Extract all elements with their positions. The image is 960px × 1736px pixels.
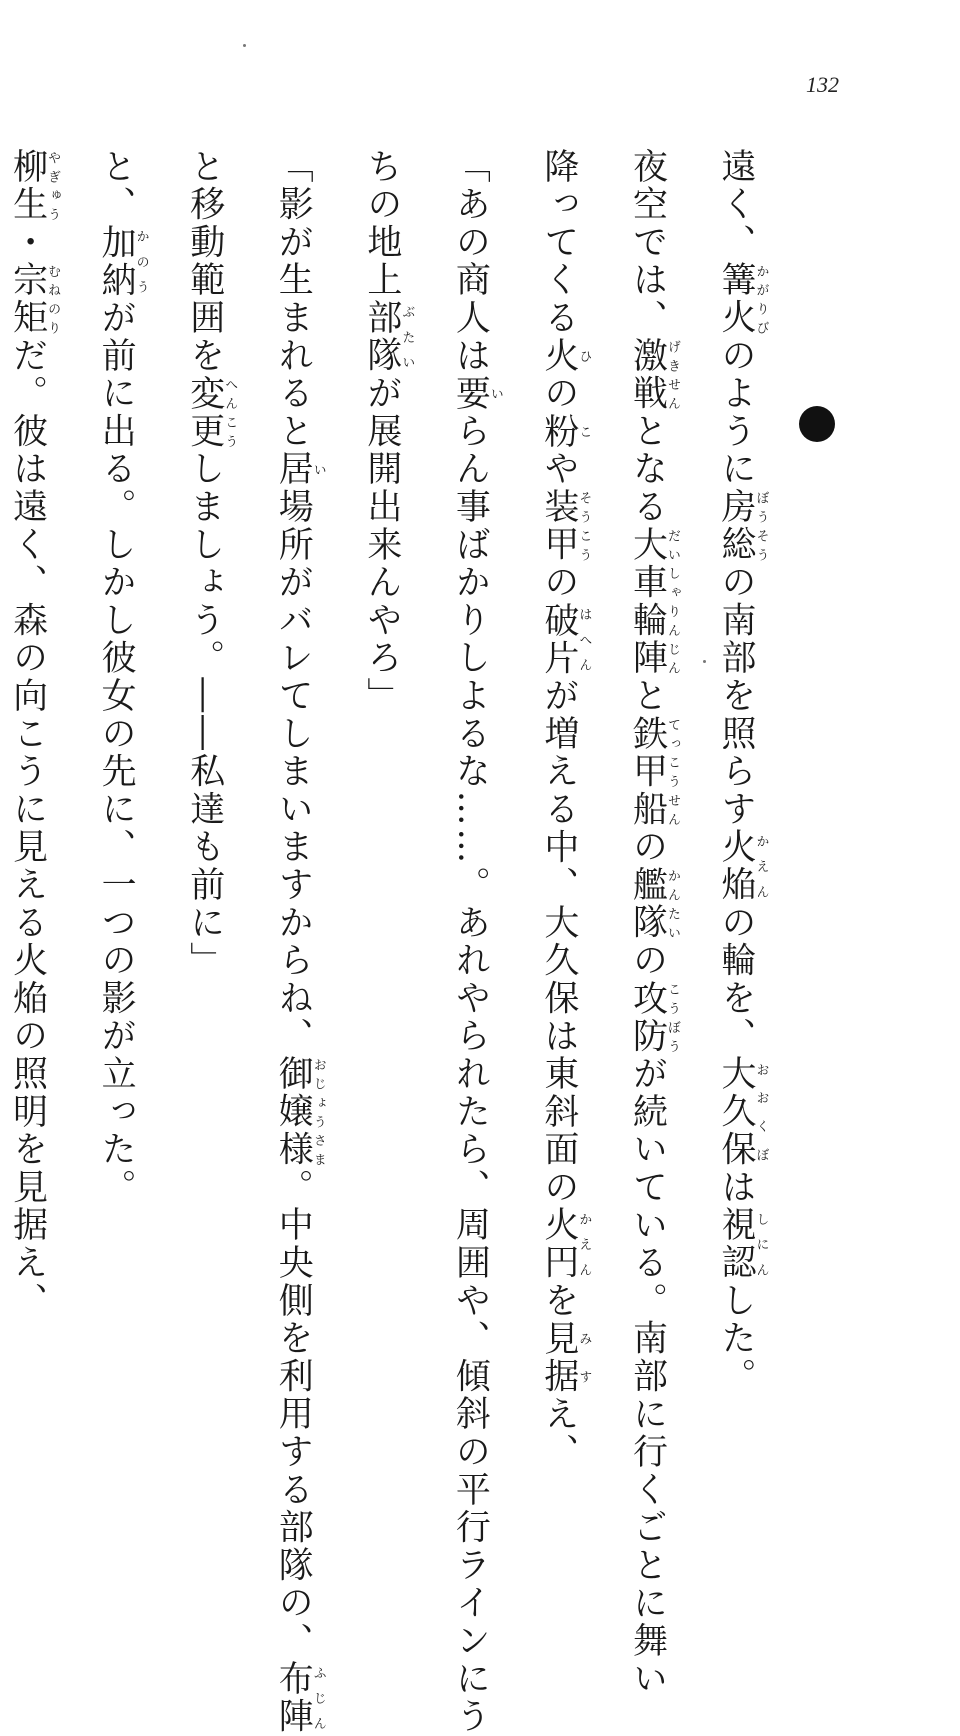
ruby-word: 大久保おおくぼ: [716, 1055, 769, 1169]
ruby-reading: そうこう: [576, 488, 592, 564]
page-number: 132: [806, 72, 839, 97]
ruby-word: 鉄甲船てっこうせん: [627, 715, 680, 829]
text-line: 遠く、篝火かがりびのように房総ぼうそうの南部を照らす火焔かえんの輪を、大久保おおくぼは視認しにんした。: [716, 148, 769, 1396]
ruby-word: 篝火かがりび: [716, 261, 769, 338]
text-line: 夜空では、激戦げきせんとなる大車輪陣だいしゃりんじんと鉄甲船てっこうせんの艦隊かんたいの攻防こうぼうが続いている。南部に行くごとに舞い: [627, 148, 680, 1698]
text-line: 「影が生まれると居い場所がバレてしまいますからね、御嬢様おじょうさま。中央側を利用する部隊の、布陣ふじん: [273, 148, 326, 1736]
dot-mark: [799, 406, 835, 442]
ruby-reading: みす: [576, 1319, 592, 1396]
body-text: [0, 148, 780, 1736]
ruby-reading: はへん: [576, 601, 592, 678]
ruby-word: 房総ぼうそう: [716, 488, 769, 564]
ruby-reading: げきせん: [664, 337, 680, 413]
ruby-reading: い: [487, 374, 503, 413]
text-line: と移動範囲を変更へんこうしましょう。――私達も前に」: [184, 148, 238, 980]
ruby-word: 変更へんこう: [184, 374, 238, 451]
ruby-reading: むねのり: [45, 261, 61, 338]
ruby-reading: かがりび: [753, 261, 769, 337]
ruby-reading: かえん: [753, 828, 769, 905]
text-line: 「あの商人は要いらん事ばかりしよるな……。あれやられたら、周囲や、傾斜の平行ラインにう: [450, 148, 503, 1736]
ruby-word: 攻防こうぼう: [627, 979, 680, 1056]
ruby-reading: こ: [576, 412, 592, 451]
text-line: と、加納かのうが前に出る。しかし彼女の先に、一つの影が立った。: [96, 148, 149, 1207]
ruby-reading: だいしゃりんじん: [664, 526, 680, 678]
ruby-reading: てっこうせん: [664, 715, 680, 829]
ruby-word: 破片はへん: [538, 601, 592, 678]
ruby-reading: おおくぼ: [753, 1055, 769, 1169]
ruby-reading: やぎゅう: [45, 148, 61, 224]
text-line: 降ってくる火ひの粉こや装甲そうこうの破片はへんが増える中、大久保は東斜面の火円かえんを見据みすえ、: [538, 148, 592, 1472]
ruby-reading: へんこう: [222, 374, 238, 451]
ruby-word: 火円かえん: [538, 1206, 592, 1283]
paper-speck: [243, 44, 246, 47]
ruby-word: 火ひ: [538, 337, 592, 375]
ruby-word: 激戦げきせん: [627, 337, 680, 413]
ruby-reading: かえん: [576, 1206, 592, 1283]
ruby-reading: ひ: [576, 337, 592, 375]
ruby-word: 粉こ: [538, 412, 592, 451]
ruby-word: 大車輪陣だいしゃりんじん: [627, 526, 680, 678]
ruby-word: 柳生やぎゅう: [7, 148, 61, 224]
ruby-reading: ぶたい: [399, 299, 415, 375]
ruby-word: 宗矩むねのり: [7, 261, 61, 338]
ruby-word: 居い: [273, 450, 326, 489]
ruby-reading: ふじん: [310, 1660, 326, 1736]
text-line: ちの地上部隊ぶたいが展開出来んやろ」: [361, 148, 415, 716]
ruby-word: 艦隊かんたい: [627, 866, 680, 942]
ruby-reading: かんたい: [664, 866, 680, 942]
ruby-reading: おじょうさま: [310, 1055, 326, 1169]
ruby-word: 火焔かえん: [716, 828, 769, 905]
ruby-reading: かのう: [133, 223, 149, 300]
ruby-word: 加納かのう: [96, 223, 149, 300]
ruby-word: 要い: [450, 374, 503, 413]
ruby-reading: しにん: [753, 1206, 769, 1283]
ruby-word: 装甲そうこう: [538, 488, 592, 564]
ruby-word: 布陣ふじん: [273, 1660, 326, 1736]
ruby-reading: ぼうそう: [753, 488, 769, 564]
ruby-word: 視認しにん: [716, 1206, 769, 1283]
ruby-reading: い: [310, 450, 326, 489]
ruby-word: 部隊ぶたい: [361, 299, 415, 375]
ruby-word: 御嬢様おじょうさま: [273, 1055, 326, 1169]
text-line: 柳生やぎゅう・宗矩むねのりだ。彼は遠く、森の向こうに見える火焔の照明を見据え、: [7, 148, 61, 1320]
ruby-word: 見据みす: [538, 1319, 592, 1396]
ruby-reading: こうぼう: [664, 979, 680, 1056]
